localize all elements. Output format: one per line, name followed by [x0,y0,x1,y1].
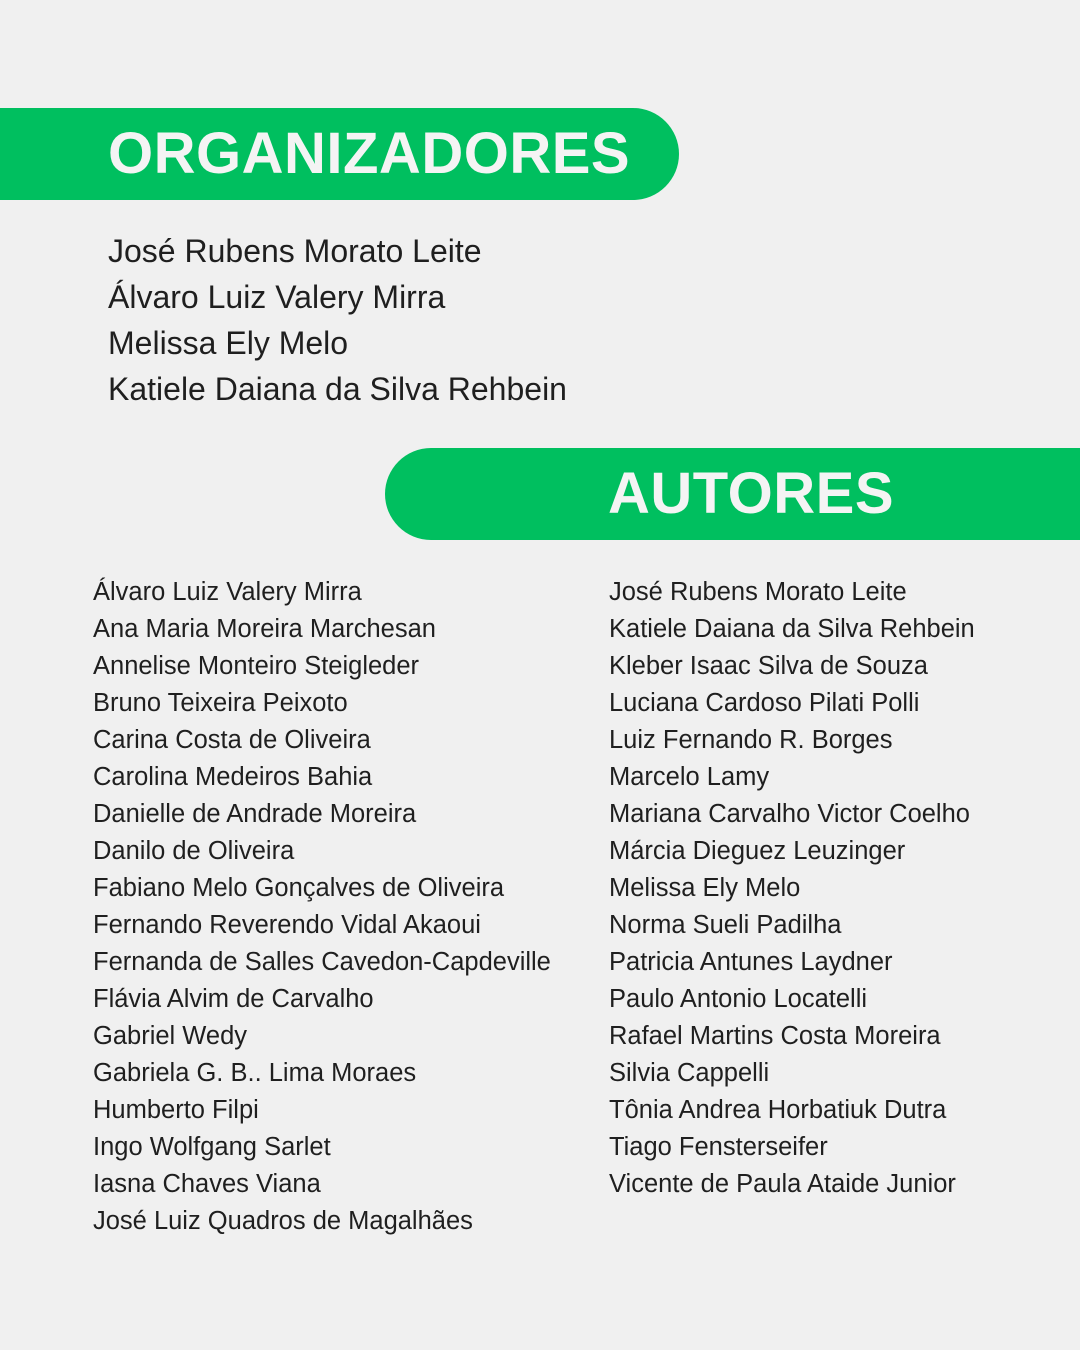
author-name: Humberto Filpi [93,1096,259,1124]
authors-left-column [93,574,551,1240]
author-name: Kleber Isaac Silva de Souza [609,652,928,680]
author-name: Gabriela G. B.. Lima Moraes [93,1059,417,1087]
author-name: Carolina Medeiros Bahia [93,763,373,791]
author-name: Rafael Martins Costa Moreira [609,1022,941,1050]
author-name: Vicente de Paula Ataide Junior [609,1170,956,1198]
author-name: Carina Costa de Oliveira [93,726,371,754]
author-name: Fabiano Melo Gonçalves de Oliveira [93,874,505,902]
organizadores-title: ORGANIZADORES [108,121,631,186]
authors-right-column [609,574,975,1203]
author-name: Ingo Wolfgang Sarlet [93,1133,331,1161]
author-name: Katiele Daiana da Silva Rehbein [609,615,975,643]
author-name: José Luiz Quadros de Magalhães [93,1207,473,1235]
author-name: Paulo Antonio Locatelli [609,985,868,1013]
author-name: Silvia Cappelli [609,1059,770,1087]
author-name: Danielle de Andrade Moreira [93,800,417,828]
author-name: Fernando Reverendo Vidal Akaoui [93,911,481,939]
author-name: Mariana Carvalho Victor Coelho [609,800,970,828]
author-name: Melissa Ely Melo [609,874,801,902]
organizadores-banner [0,108,679,200]
organizers-list [108,228,567,412]
autores-title: AUTORES [608,461,895,526]
author-name: Luciana Cardoso Pilati Polli [609,689,920,717]
author-name: Flávia Alvim de Carvalho [93,985,374,1013]
organizer-name: Álvaro Luiz Valery Mirra [108,279,446,315]
author-name: Norma Sueli Padilha [609,911,842,939]
author-name: Iasna Chaves Viana [93,1170,321,1198]
author-name: José Rubens Morato Leite [609,578,907,606]
organizer-name: Melissa Ely Melo [108,325,349,361]
author-name: Gabriel Wedy [93,1022,248,1050]
author-name: Márcia Dieguez Leuzinger [609,837,906,865]
author-name: Patricia Antunes Laydner [609,948,893,976]
author-name: Bruno Teixeira Peixoto [93,689,348,717]
author-name: Tônia Andrea Horbatiuk Dutra [609,1096,947,1124]
organizer-name: Katiele Daiana da Silva Rehbein [108,371,567,407]
author-name: Annelise Monteiro Steigleder [93,652,420,680]
organizer-name: José Rubens Morato Leite [108,233,482,269]
author-name: Fernanda de Salles Cavedon-Capdeville [93,948,551,976]
author-name: Ana Maria Moreira Marchesan [93,615,436,643]
author-name: Marcelo Lamy [609,763,770,791]
autores-banner [385,448,1080,540]
author-name: Danilo de Oliveira [93,837,295,865]
author-name: Luiz Fernando R. Borges [609,726,893,754]
author-name: Tiago Fensterseifer [609,1133,828,1161]
author-name: Álvaro Luiz Valery Mirra [93,578,362,606]
